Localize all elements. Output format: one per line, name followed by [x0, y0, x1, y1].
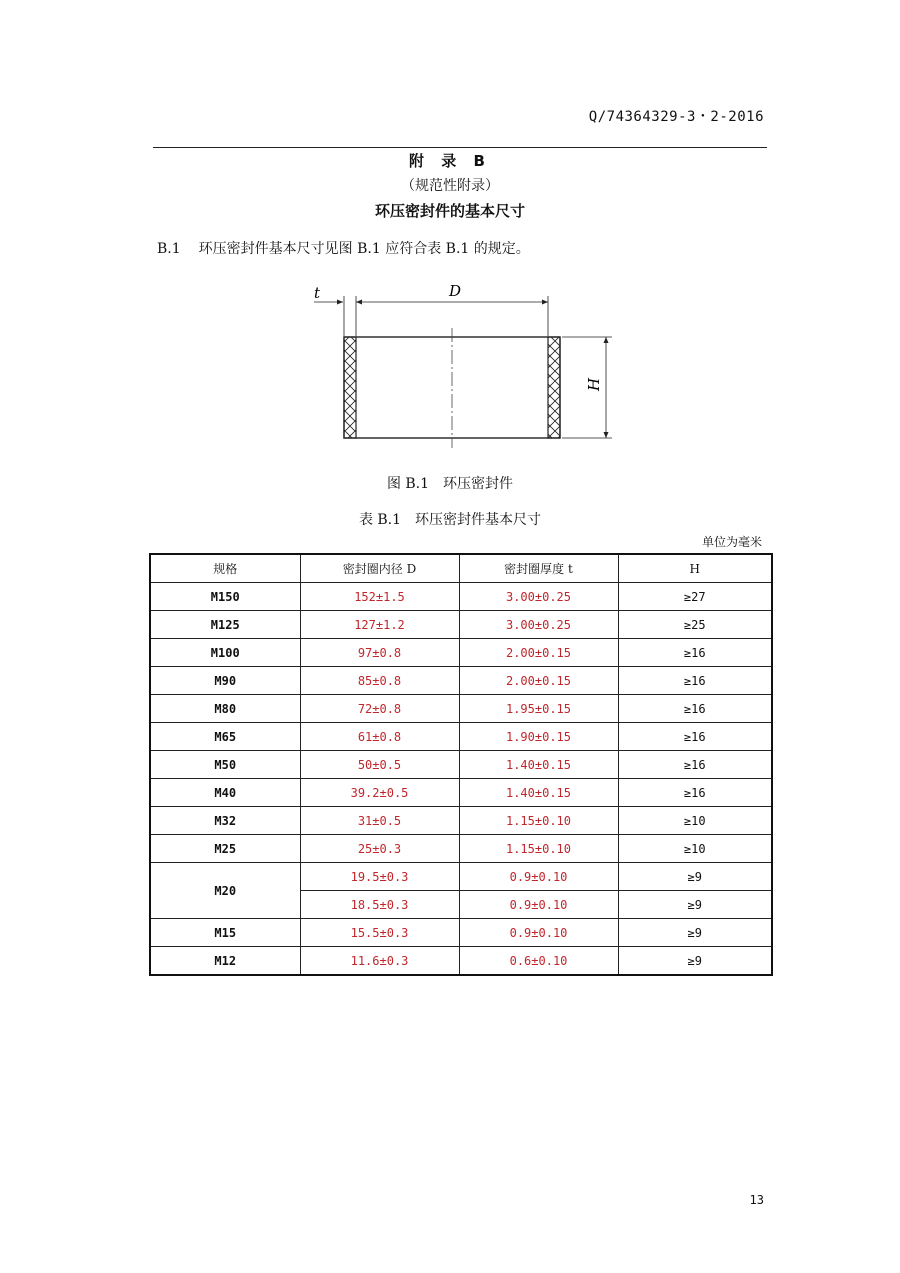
table-header-row	[150, 554, 772, 583]
cell-inner-diameter: 15.5±0.3	[300, 919, 459, 947]
annex-title: 附 录 B	[409, 152, 491, 170]
cell-thickness: 2.00±0.15	[459, 667, 618, 695]
cell-spec: M40	[150, 779, 300, 807]
figure-caption: 图 B.1 环压密封件	[386, 476, 514, 492]
table-row	[150, 835, 772, 863]
header-rule	[153, 147, 767, 148]
cell-spec: M25	[150, 835, 300, 863]
table-row	[150, 751, 772, 779]
cell-height: ≥16	[618, 695, 772, 723]
cell-spec: M15	[150, 919, 300, 947]
cell-inner-diameter: 61±0.8	[300, 723, 459, 751]
cell-spec: M50	[150, 751, 300, 779]
cell-height: ≥9	[618, 863, 772, 891]
cell-inner-diameter: 72±0.8	[300, 695, 459, 723]
cell-height: ≥9	[618, 891, 772, 919]
cell-inner-diameter: 25±0.3	[300, 835, 459, 863]
table-row	[150, 639, 772, 667]
cell-height: ≥16	[618, 723, 772, 751]
table-row	[150, 723, 772, 751]
table-row	[150, 695, 772, 723]
cell-inner-diameter: 39.2±0.5	[300, 779, 459, 807]
cell-height: ≥16	[618, 751, 772, 779]
table-row	[150, 919, 772, 947]
d-arrow-right	[542, 300, 548, 305]
col-header-inner-diameter: 密封圈内径 D	[300, 554, 459, 583]
cell-spec: M100	[150, 639, 300, 667]
cell-thickness: 1.40±0.15	[459, 779, 618, 807]
seal-figure	[300, 276, 620, 460]
clause-number: B.1	[157, 241, 181, 257]
cell-thickness: 1.95±0.15	[459, 695, 618, 723]
cell-thickness: 3.00±0.25	[459, 611, 618, 639]
cell-thickness: 3.00±0.25	[459, 583, 618, 611]
dimensions-table	[149, 553, 773, 976]
label-H: H	[585, 377, 603, 391]
cell-spec: M80	[150, 695, 300, 723]
table-row	[150, 667, 772, 695]
cell-height: ≥16	[618, 667, 772, 695]
col-header-spec: 规格	[150, 554, 300, 583]
cell-thickness: 0.9±0.10	[459, 919, 618, 947]
cell-inner-diameter: 85±0.8	[300, 667, 459, 695]
cell-inner-diameter: 18.5±0.3	[300, 891, 459, 919]
ring-wall-left	[344, 337, 356, 438]
cell-height: ≥10	[618, 835, 772, 863]
cell-thickness: 1.90±0.15	[459, 723, 618, 751]
table-row	[150, 583, 772, 611]
seal-drawing	[300, 276, 620, 456]
cell-spec: M90	[150, 667, 300, 695]
col-header-thickness: 密封圈厚度 t	[459, 554, 618, 583]
table-caption: 表 B.1 环压密封件基本尺寸	[358, 512, 542, 528]
cell-inner-diameter: 31±0.5	[300, 807, 459, 835]
cell-inner-diameter: 152±1.5	[300, 583, 459, 611]
clause-b1	[157, 238, 530, 258]
cell-height: ≥10	[618, 807, 772, 835]
cell-spec: M65	[150, 723, 300, 751]
unit-note: 单位为毫米	[701, 535, 762, 549]
annex-heading: 环压密封件的基本尺寸	[374, 202, 525, 220]
cell-thickness: 0.6±0.10	[459, 947, 618, 976]
cell-spec: M150	[150, 583, 300, 611]
table-row	[150, 611, 772, 639]
cell-thickness: 2.00±0.15	[459, 639, 618, 667]
cell-height: ≥16	[618, 639, 772, 667]
t-arrow	[337, 300, 343, 305]
table-row	[150, 779, 772, 807]
document-code: Q/74364329-3・2-2016	[588, 109, 764, 125]
cell-inner-diameter: 50±0.5	[300, 751, 459, 779]
cell-height: ≥9	[618, 919, 772, 947]
cell-spec: M32	[150, 807, 300, 835]
cell-thickness: 0.9±0.10	[459, 863, 618, 891]
cell-height: ≥25	[618, 611, 772, 639]
cell-height: ≥16	[618, 779, 772, 807]
table-row	[150, 947, 772, 976]
cell-spec: M20	[150, 863, 300, 919]
page-number: 13	[749, 1193, 764, 1207]
cell-inner-diameter: 97±0.8	[300, 639, 459, 667]
cell-thickness: 0.9±0.10	[459, 891, 618, 919]
cell-height: ≥27	[618, 583, 772, 611]
table-row	[150, 807, 772, 835]
cell-spec: M125	[150, 611, 300, 639]
cell-inner-diameter: 11.6±0.3	[300, 947, 459, 976]
cell-inner-diameter: 127±1.2	[300, 611, 459, 639]
clause-text: 环压密封件基本尺寸见图 B.1 应符合表 B.1 的规定。	[198, 241, 530, 257]
cell-thickness: 1.15±0.10	[459, 807, 618, 835]
label-t: t	[314, 284, 321, 302]
ring-wall-right	[548, 337, 560, 438]
label-D: D	[449, 282, 462, 300]
cell-height: ≥9	[618, 947, 772, 976]
cell-spec: M12	[150, 947, 300, 976]
table-row	[150, 863, 772, 891]
cell-thickness: 1.40±0.15	[459, 751, 618, 779]
cell-thickness: 1.15±0.10	[459, 835, 618, 863]
col-header-height: H	[618, 554, 772, 583]
annex-subtitle: （规范性附录）	[401, 178, 499, 194]
cell-inner-diameter: 19.5±0.3	[300, 863, 459, 891]
